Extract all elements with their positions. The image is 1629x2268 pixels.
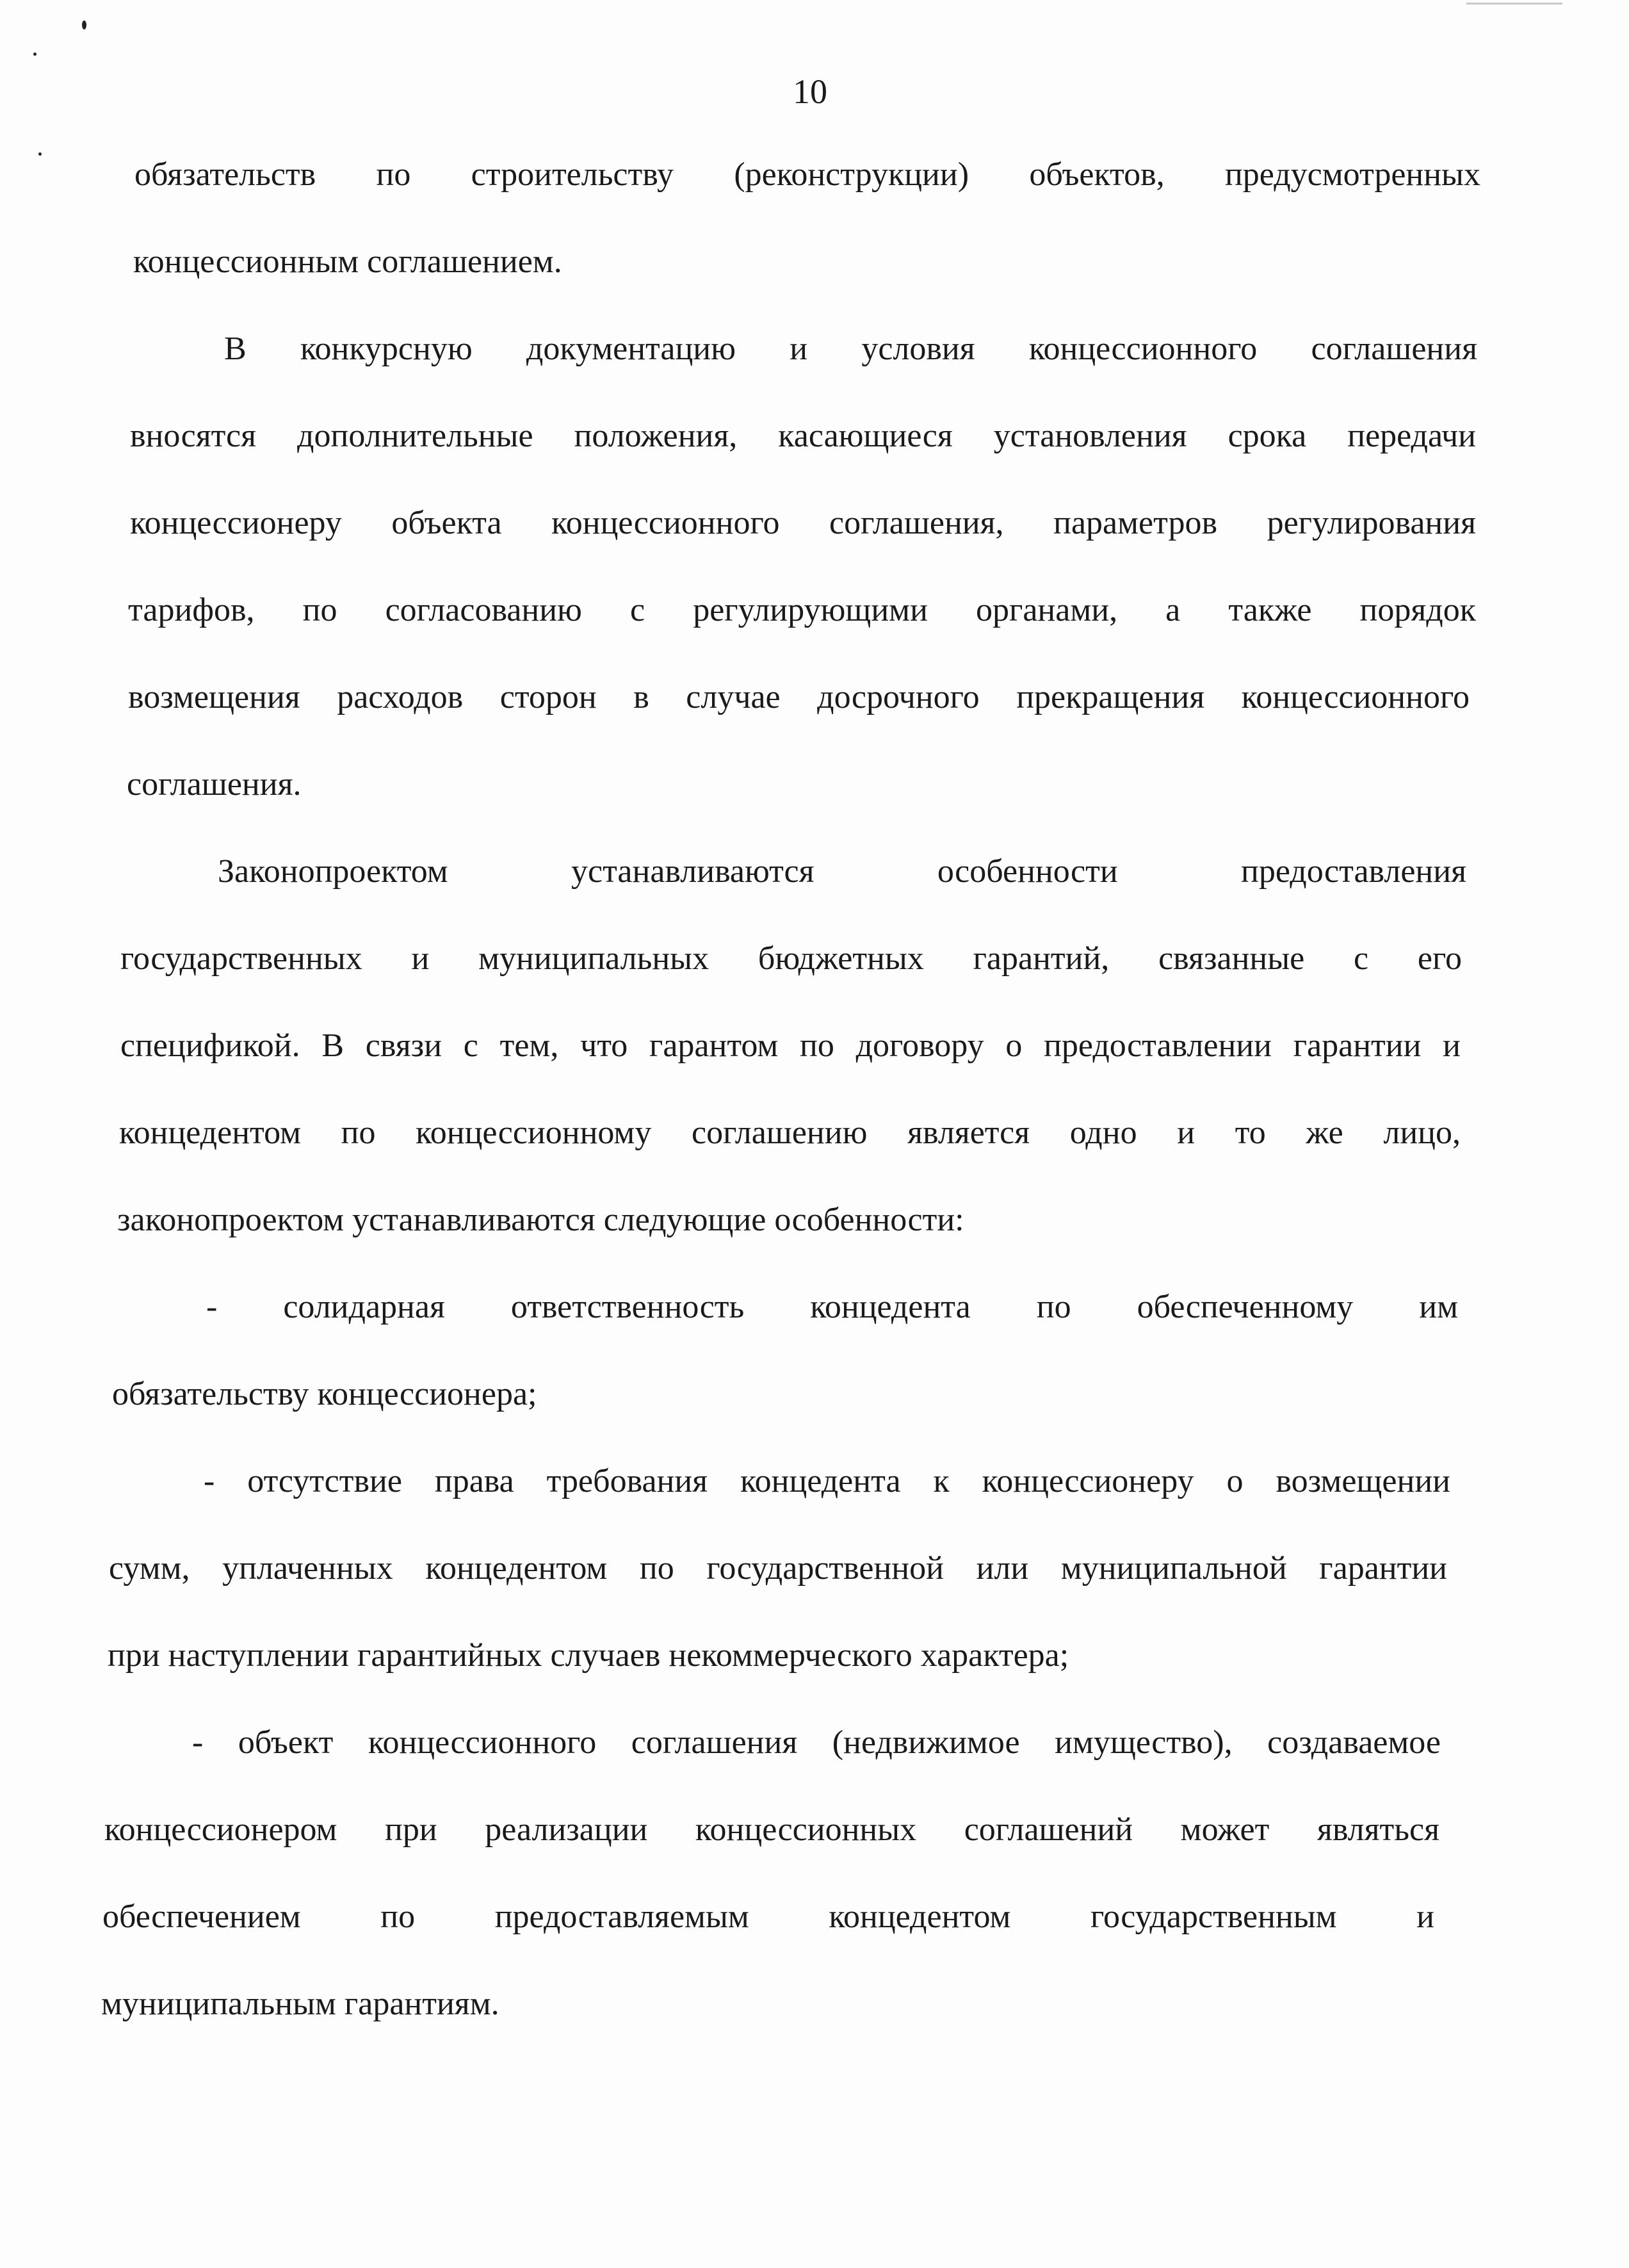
text-line: вносятся дополнительные положения, касающиеся установления срока передачи xyxy=(130,418,1476,454)
text-line: при наступлении гарантийных случаев некоммерческого характера; xyxy=(108,1637,1069,1674)
text-line: обязательств по строительству (реконструкции) объектов, предусмотренных xyxy=(134,156,1480,193)
scan-speck xyxy=(33,53,36,56)
text-line: концессионным соглашением. xyxy=(133,243,562,280)
text-line: спецификой. В связи с тем, что гарантом по договору о предоставлении гарантии и xyxy=(120,1027,1461,1064)
scan-speck xyxy=(82,20,86,29)
text-line: - объект концессионного соглашения (недвижимое имущество), создаваемое xyxy=(192,1724,1441,1761)
text-line: обеспечением по предоставляемым концедентом государственным и xyxy=(102,1898,1434,1935)
text-line: муниципальным гарантиям. xyxy=(101,1986,499,2022)
text-line: законопроектом устанавливаются следующие особенности: xyxy=(117,1202,964,1238)
text-line: Законопроектом устанавливаются особенности предоставления xyxy=(218,853,1466,890)
text-line: сумм, уплаченных концедентом по государственной или муниципальной гарантии xyxy=(109,1550,1447,1587)
text-line: - солидарная ответственность концедента по обеспеченному им xyxy=(206,1289,1458,1325)
text-line: концедентом по концессионному соглашению является одно и то же лицо, xyxy=(119,1114,1461,1151)
scan-speck xyxy=(38,152,42,156)
text-line: концессионером при реализации концессионных соглашений может являться xyxy=(104,1811,1439,1848)
text-line: обязательству концессионера; xyxy=(112,1376,537,1412)
page-number: 10 xyxy=(793,72,827,111)
text-line: соглашения. xyxy=(127,766,302,803)
text-line: В конкурсную документацию и условия концессионного соглашения xyxy=(224,330,1477,367)
text-line: - отсутствие права требования концедента к концессионеру о возмещении xyxy=(204,1463,1450,1499)
scan-edge-mark xyxy=(1466,3,1562,4)
text-line: тарифов, по согласованию с регулирующими органами, а также порядок xyxy=(128,592,1476,628)
text-line: концессионеру объекта концессионного соглашения, параметров регулирования xyxy=(130,505,1476,541)
text-line: государственных и муниципальных бюджетных гарантий, связанные с его xyxy=(120,940,1462,977)
text-line: возмещения расходов сторон в случае досрочного прекращения концессионного xyxy=(128,679,1470,715)
